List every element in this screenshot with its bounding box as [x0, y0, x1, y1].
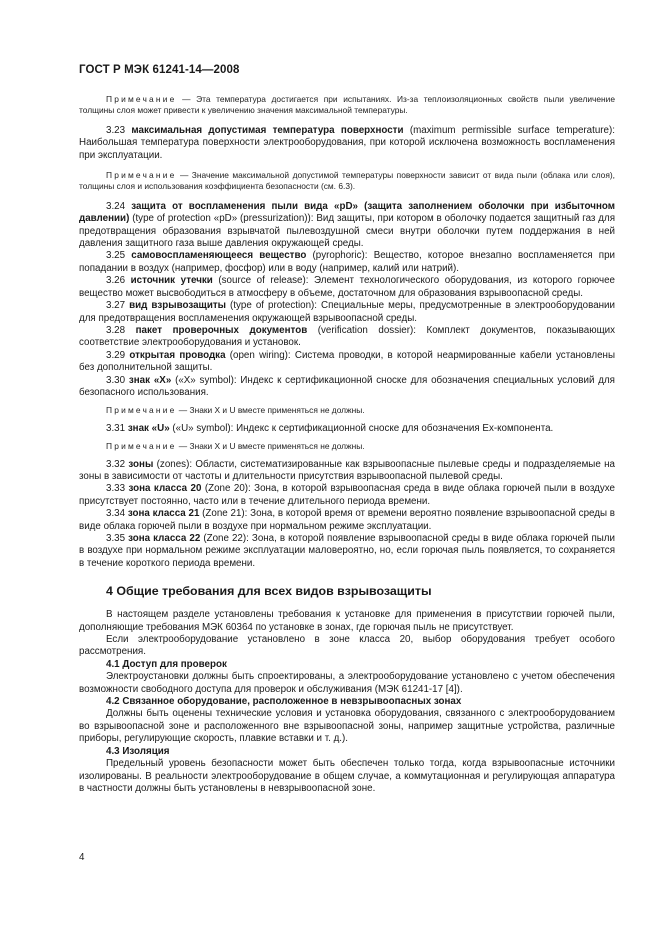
document-header: ГОСТ Р МЭК 61241-14—2008: [79, 64, 240, 76]
page-content: [79, 94, 615, 795]
section-4-heading: 4 Общие требования для всех видов взрывозащиты: [106, 584, 432, 599]
term-3-33: 3.33 зона класса 20 (Zone 20): Зона, в которой взрывоопасная среда в виде облака горючей пыли в воздухе присутствует постоянно, часто или в течение длительного периода времени.: [79, 483, 615, 507]
term-3-35: 3.35 зона класса 22 (Zone 22): Зона, в которой появление взрывоопасной среды в виде облака горючей пыли в воздухе при нормальном режиме эксплуатации маловероятно, но, если горючая пыль появляется, то сохраняется в течение короткого периода времени.: [79, 533, 615, 569]
term-3-31: 3.31 знак «U» («U» symbol): Индекс к сертификационной сноске для обозначения Ех-компонента.: [106, 422, 554, 434]
term-3-27: 3.27 вид взрывозащиты (type of protection): Специальные меры, предусмотренные в электрооборудовании для предотвращения воспламенения окружающей взрывоопасной среды.: [79, 300, 615, 324]
term-3-25: 3.25 самовоспламеняющееся вещество (pyrophoric): Вещество, которое внезапно воспламеняется при попадании в воздух (например, фосфор) или в воду (например, калий или натрий).: [79, 250, 615, 274]
subsection-4-1-heading: 4.1 Доступ для проверок: [106, 658, 227, 670]
subsection-4-3-text: Предельный уровень безопасности может быть обеспечен только тогда, когда взрывоопасные источники изолированы. В реальности электрооборудование в общем случае, а коммутационная и регулирующая аппаратура в частности должны быть установлены в невзрывоопасной зоне.: [79, 758, 615, 794]
subsection-4-1-text: Электроустановки должны быть спроектированы, а электрооборудование установлено с учетом обеспечения возможности свободного доступа для проверок и обслуживания (МЭК 61241-17 [4]).: [79, 671, 615, 695]
term-3-30: 3.30 знак «X» («X» symbol): Индекс к сертификационной сноске для обозначения специальных условий для безопасного использования.: [79, 374, 615, 398]
note-3: Примечание — Знаки X и U вместе применяться не должны.: [106, 405, 365, 416]
note-4: Примечание — Знаки X и U вместе применяться не должны.: [106, 441, 365, 452]
term-3-29: 3.29 открытая проводка (open wiring): Система проводки, в которой неармированные кабели установлены без дополнительной защиты.: [79, 349, 615, 374]
term-3-26: 3.26 источник утечки (source of release): Элемент технологического оборудования, из которого горючее вещество может высвободиться в атмосферу в объеме, достаточном для образования взрывоопасной среды.: [79, 275, 615, 299]
subsection-4-2-text: Должны быть оценены технические условия и установка оборудования, связанного с электрооборудованием во взрывоопасной зоне и расположенного вне взрывоопасной зоны, например защитные устройства, различные приборы, регулирующие скорость, плавкие вставки и т. д.).: [79, 708, 615, 745]
term-3-28: 3.28 пакет проверочных документов (verification dossier): Комплект документов, показывающих соответствие электрооборудования и установок.: [79, 324, 616, 349]
subsection-4-3-heading: 4.3 Изоляция: [106, 745, 170, 757]
term-3-32: 3.32 зоны (zones): Области, систематизированные как взрывоопасные пылевые среды и подразделяемые на зоны в зависимости от частоты и длительности присутствия взрывоопасной пылевой среды.: [79, 458, 615, 482]
section-4-paragraph-2: Если электрооборудование установлено в зоне класса 20, выбор оборудования требует особого рассмотрения.: [79, 634, 615, 658]
section-4-paragraph-1: В настоящем разделе установлены требования к установке для применения в присутствии горючей пыли, дополняющие требования МЭК 60364 по установке в зонах, где горючая пыль не присутствует.: [79, 609, 615, 633]
page-number: 4: [79, 852, 85, 863]
term-3-24: 3.24 защита от воспламенения пыли вида «pD» (защита заполнением оболочки при избыточном давлении) (type of protection «pD» (pressurization)): Вид защиты, при котором в оболочку подается защитный газ для предотвращения образования взрывчатой пылевоздушной смеси внутри оболочки путем поддержания в ней давления защитного газа выше давления окружающей среды.: [79, 200, 615, 250]
term-3-23: 3.23 максимальная допустимая температура поверхности (maximum permissible surface temperature): Наибольшая температура поверхности электрооборудования, при которой исключена возможность воспламенения при эксплуатации.: [79, 124, 615, 161]
subsection-4-2-heading: 4.2 Связанное оборудование, расположенное в невзрывоопасных зонах: [106, 696, 462, 708]
note-2: Примечание — Значение максимальной допустимой температуры поверхности зависит от вида пыли (облака или слоя), толщины слоя и использования коэффициента безопасности (см. 6.3).: [79, 170, 615, 192]
note-1: Примечание — Эта температура достигается при испытаниях. Из-за теплоизоляционных свойств пыли увеличение толщины слоя может привести к увеличению значения максимальной температуры.: [79, 94, 615, 116]
term-3-34: 3.34 зона класса 21 (Zone 21): Зона, в которой время от времени вероятно появление взрывоопасной среды в виде облака горючей пыли в воздухе при нормальном режиме эксплуатации.: [79, 508, 615, 532]
